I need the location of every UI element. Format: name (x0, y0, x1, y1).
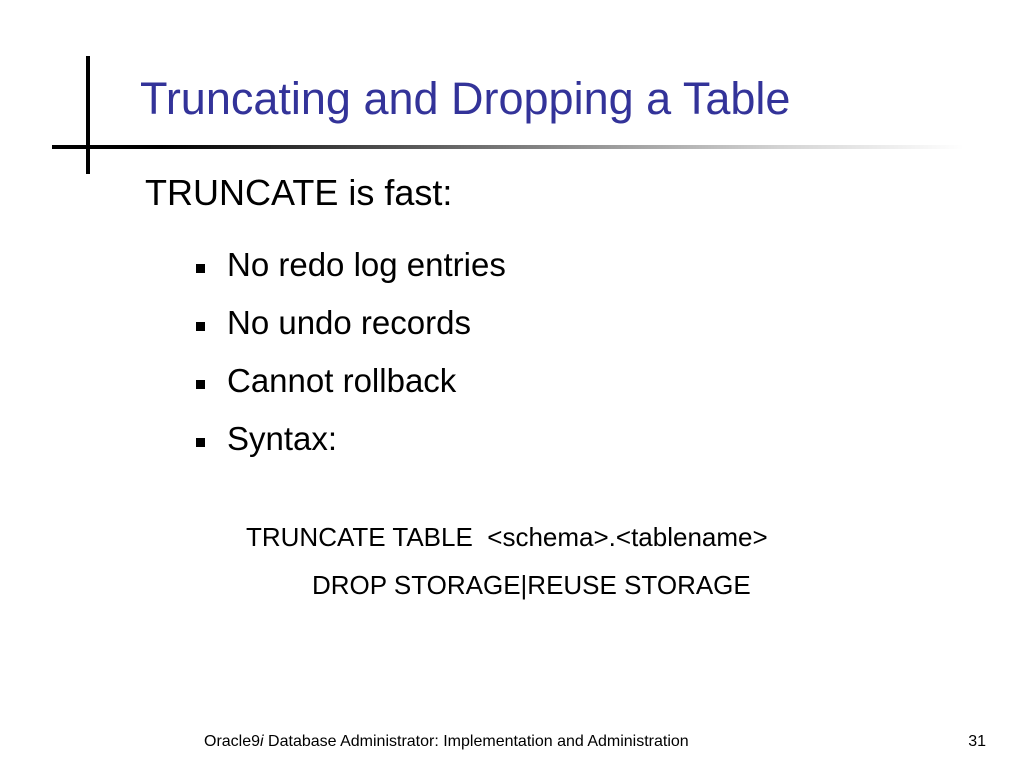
footer-product: Oracle9 (204, 733, 261, 750)
syntax-line-1: TRUNCATE TABLE <schema>.<tablename> (246, 522, 768, 552)
bullet-label: Syntax: (227, 420, 338, 457)
vertical-accent-rule (86, 56, 90, 174)
bullet-list (196, 236, 506, 468)
square-bullet-icon (196, 380, 205, 389)
footer-caption (204, 733, 689, 751)
list-item (196, 236, 506, 294)
slide-title: Truncating and Dropping a Table (140, 73, 791, 124)
bullet-label: Cannot rollback (227, 362, 457, 399)
square-bullet-icon (196, 438, 205, 447)
footer-text: Database Administrator: Implementation and Administration (263, 733, 689, 750)
footer-product-suffix: i (260, 733, 264, 750)
bullet-label: No undo records (227, 304, 471, 341)
syntax-line-2: DROP STORAGE|REUSE STORAGE (312, 570, 751, 600)
list-item (196, 352, 506, 410)
slide-number: 31 (968, 733, 986, 750)
horizontal-accent-rule (52, 145, 964, 149)
list-item (196, 410, 506, 468)
square-bullet-icon (196, 264, 205, 273)
list-item (196, 294, 506, 352)
lead-statement: TRUNCATE is fast: (145, 172, 453, 213)
bullet-label: No redo log entries (227, 246, 506, 283)
square-bullet-icon (196, 322, 205, 331)
